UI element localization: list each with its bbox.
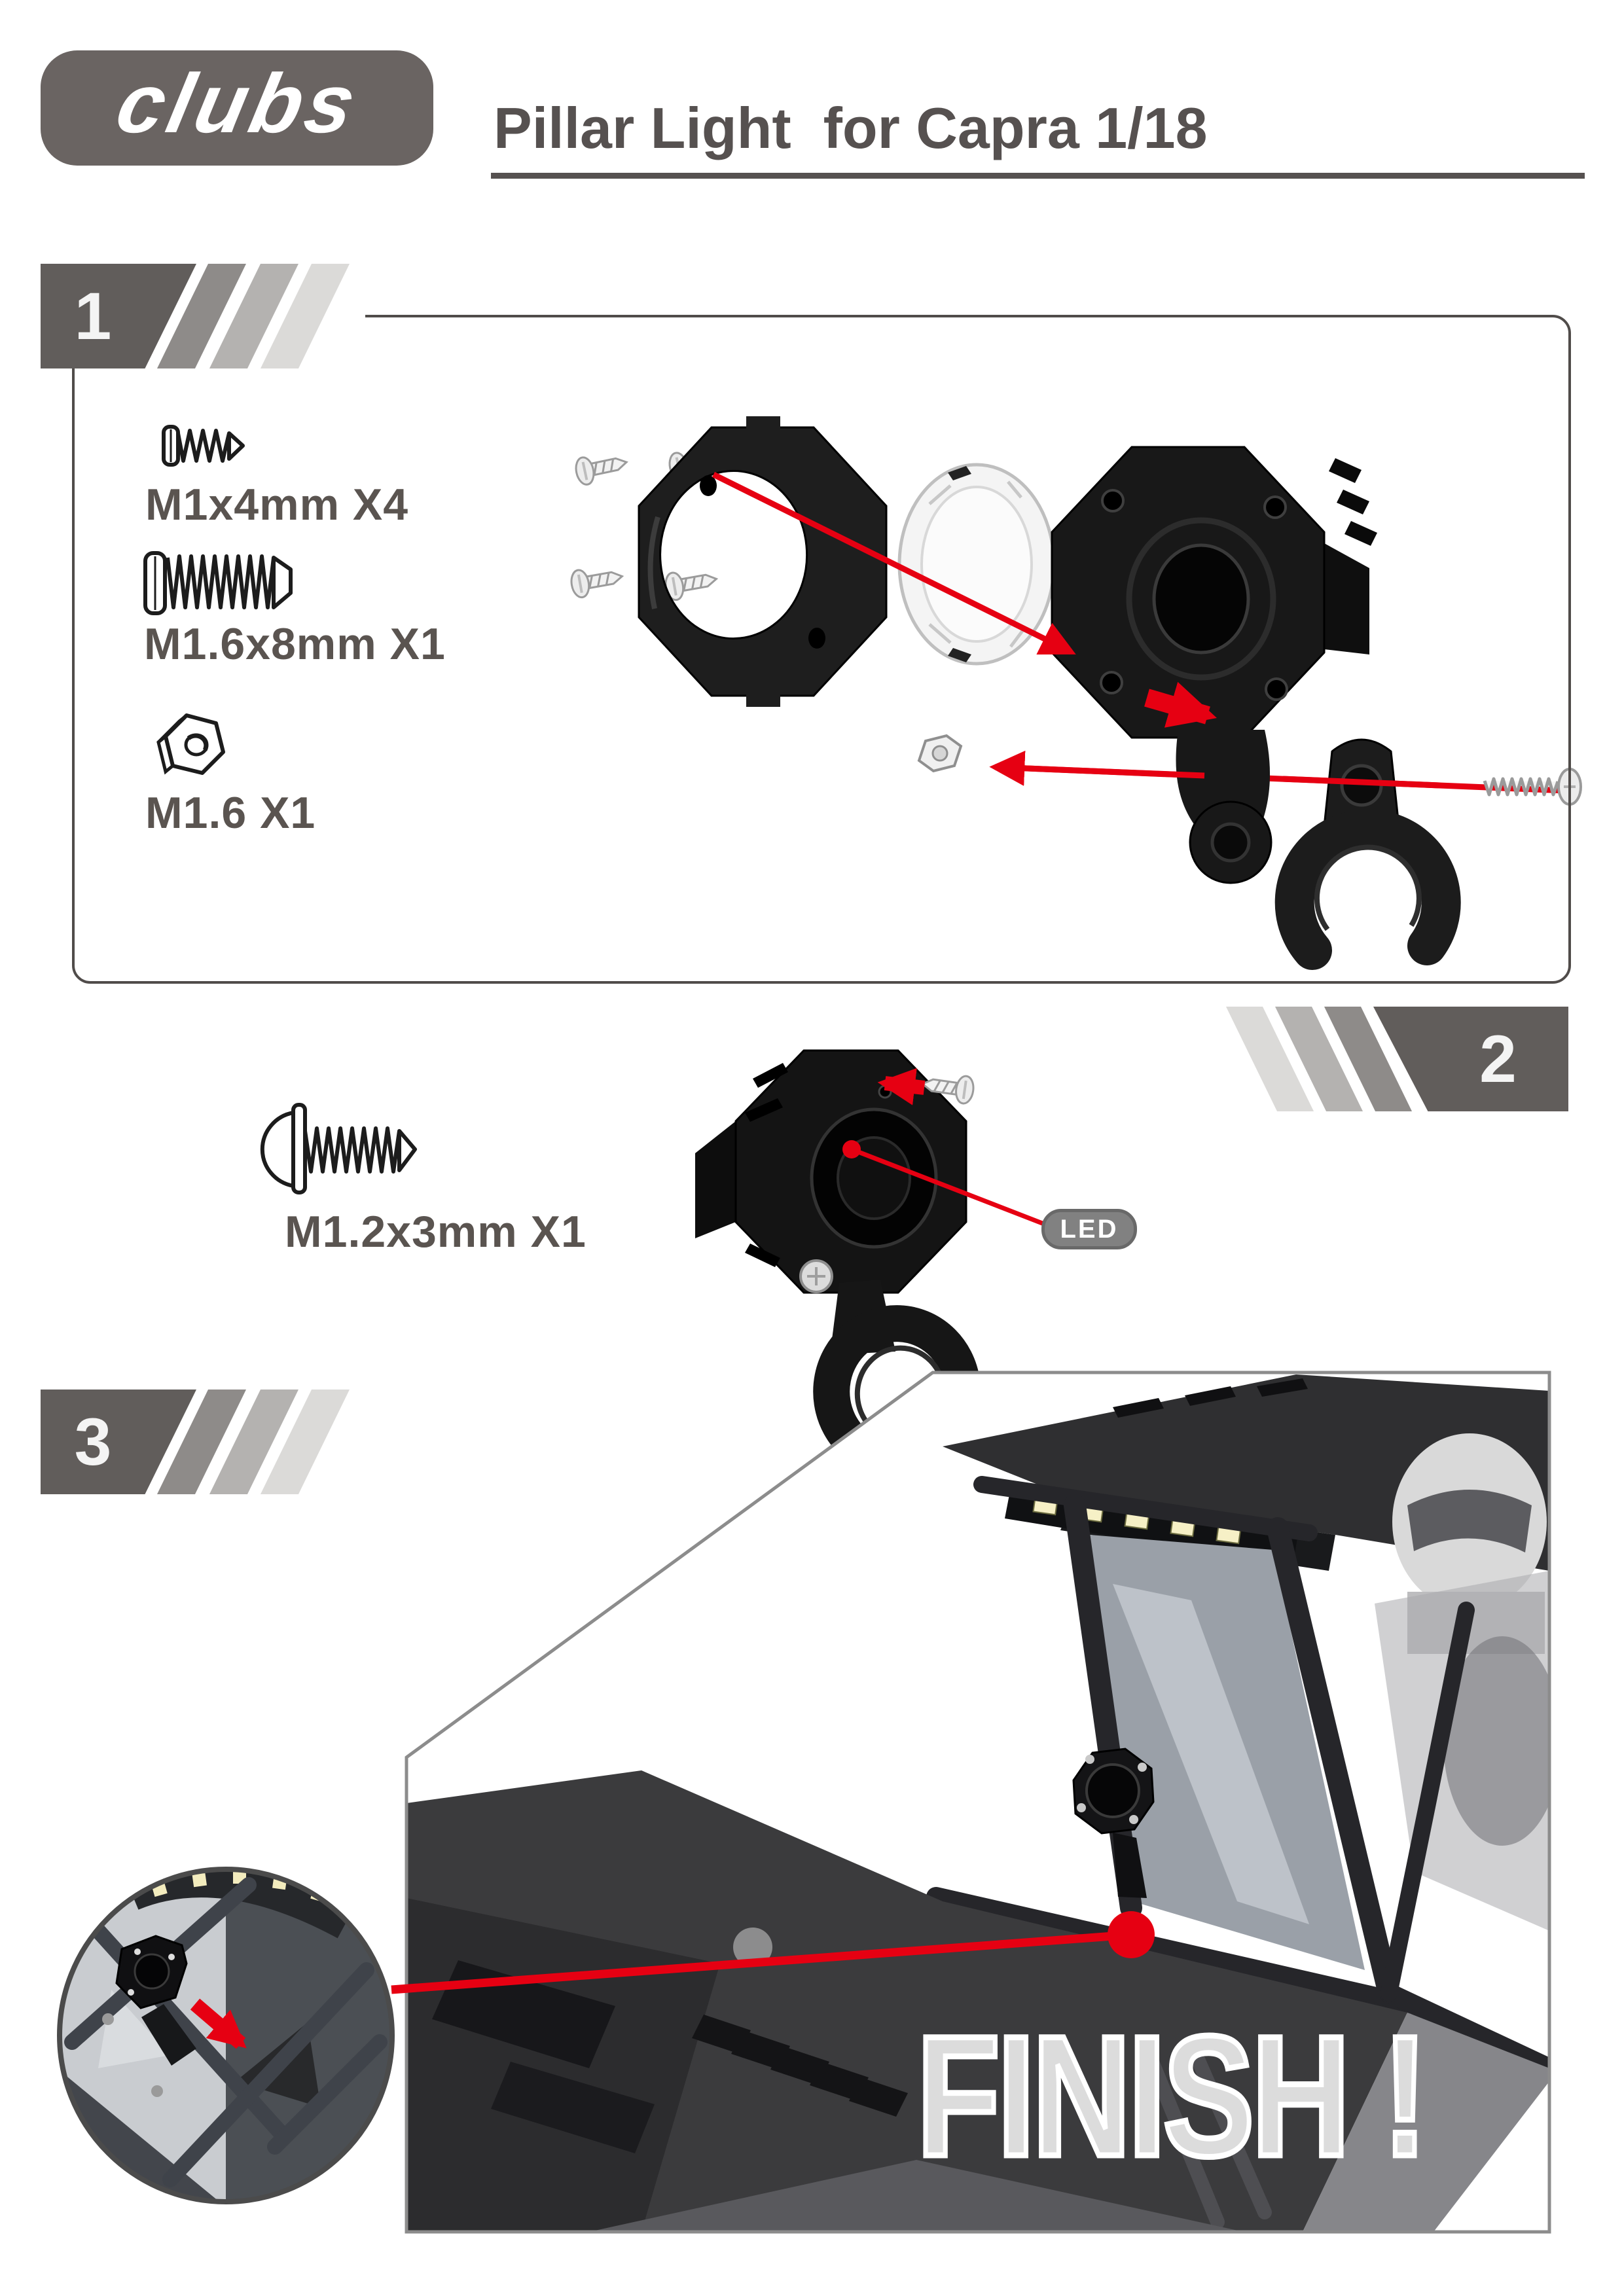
led-callout-badge	[1041, 1209, 1137, 1249]
step1-number: 1	[74, 279, 112, 353]
brand-logo	[41, 50, 433, 166]
flanged-screw-icon	[262, 1105, 415, 1193]
step2-number: 2	[1479, 1022, 1517, 1096]
finish-label: FINISH !	[916, 2000, 1425, 2192]
title-rule	[491, 173, 1585, 179]
led-callout-text: LED	[1060, 1214, 1119, 1244]
part-label: M1.2x3mm X1	[285, 1207, 586, 1257]
part-label: M1.6 X1	[145, 788, 316, 838]
part-label: M1.6x8mm X1	[144, 619, 446, 669]
part-label: M1x4mm X4	[145, 480, 409, 529]
detail-inset-circle	[57, 1864, 397, 2207]
page-title: Pillar Light for Capra 1/18	[494, 96, 1208, 160]
screw-insert-arrow	[885, 1083, 924, 1088]
step3-number: 3	[74, 1405, 112, 1479]
pillar-location-dot	[1108, 1911, 1155, 1958]
brand-logo-text: clubs	[109, 56, 367, 151]
